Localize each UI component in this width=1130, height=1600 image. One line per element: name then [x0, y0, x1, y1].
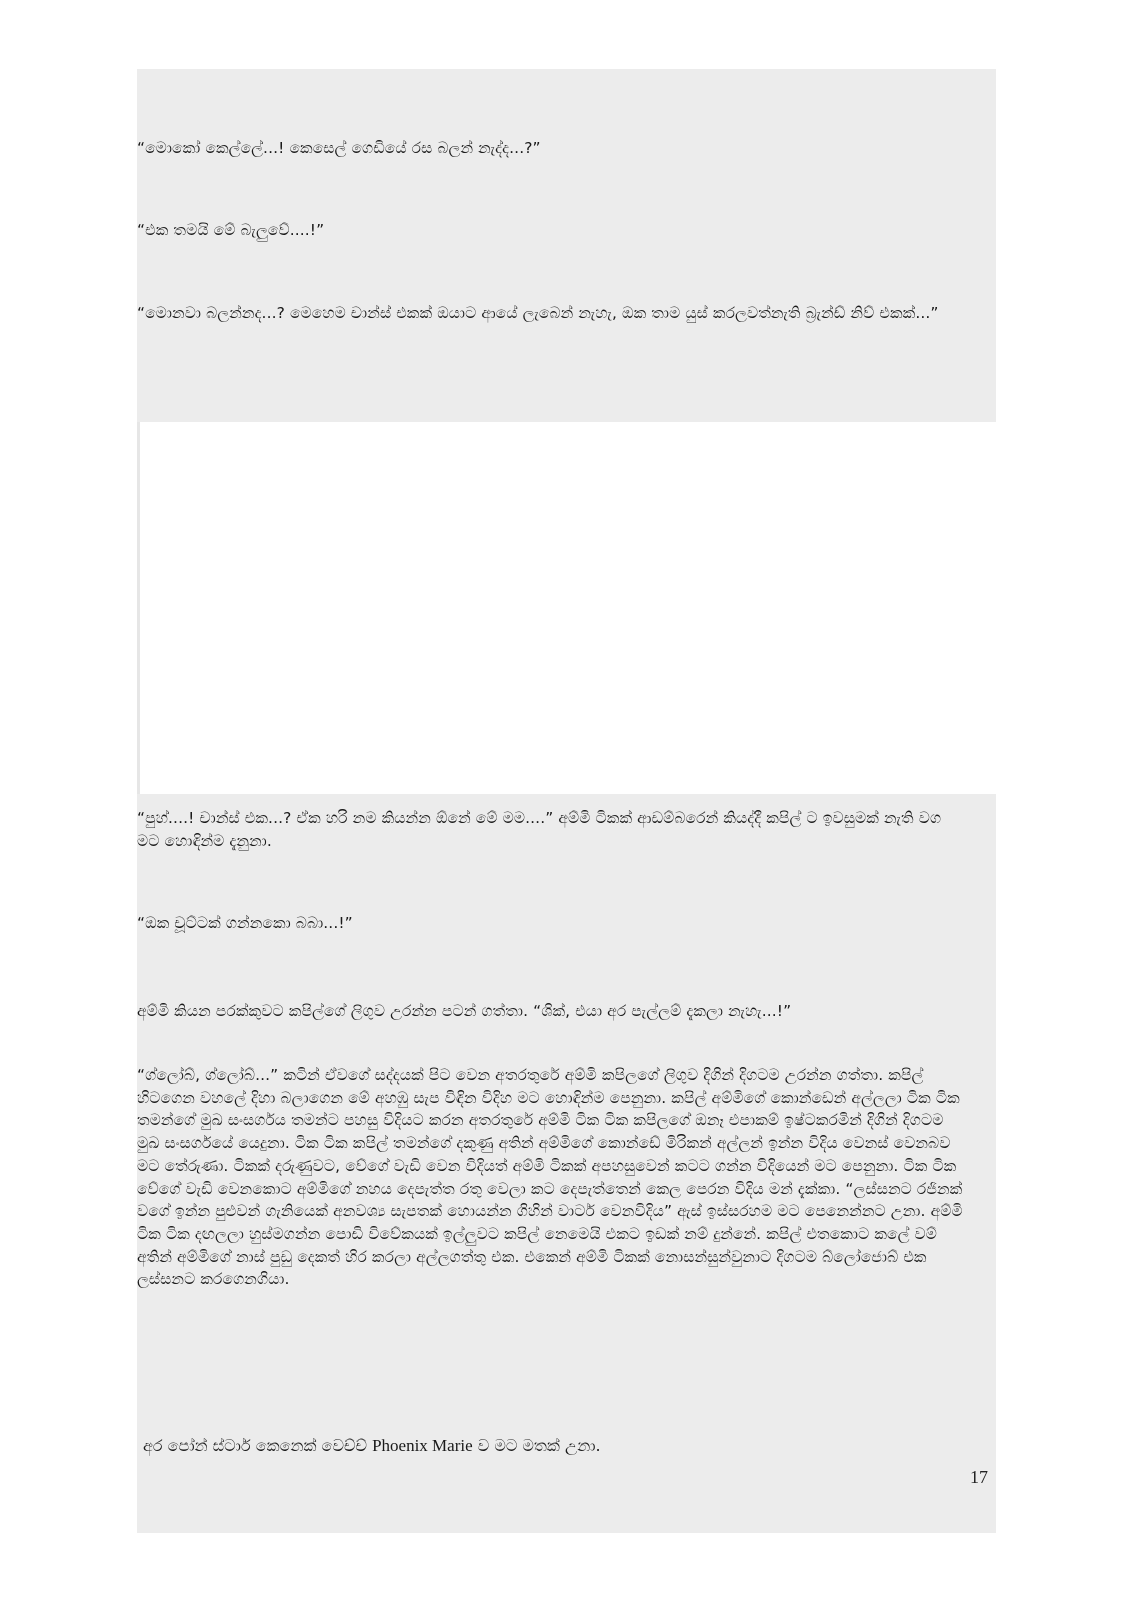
- closing-line-name: Phoenix Marie: [372, 1436, 473, 1455]
- dialogue-paragraph-2: “එක තමයි මේ බැලුවේ....!”: [137, 221, 325, 239]
- closing-line-prefix: අර පෝන් ස්ටාර් කෙනෙක් වෙච්ච්: [143, 1436, 367, 1455]
- narrative-paragraph-2: “ග්ලෝබ්, ග්ලෝබ්...” කටින් ඒවගේ සද්දයක් පිට වෙන අතරතුරේ අම්මි කපිලගේ ලිගුව දිගින් දිගටම උරන්න ගත්තා. කපිල් හිටගෙන වහලේ දිහා බලාගෙන මේ අහඹු සැප විඳින විදිහ මට හොඳින්ම පෙනුනා. කපිල් අම්මිගේ කොන්ඩෙන් අල්ලලා ටික ටික තමන්ගේ මුඛ සංසර්ගය තමන්ට පහසු විදියට කරන අතරතුරේ අම්මි ටික ටික කපිලගේ ඔනෑ එපාකම් ඉෂ්ටකරමින් දිගින් දිගටම මුඛ සංසර්ගයේ යෙදුනා. ටික ටික කපිල් තමන්ගේ දකුණු අතින් අම්මිගේ කොන්ඩේ මිරිකන් අල්ලන් ඉන්න විදිය වෙනස් වෙනබව මට තේරුණා. ටිකක් දරුණුවට, වේගේ වැඩි වෙන විදියත් අම්මි ටිකක් අපහසුවෙන් කටට ගන්න විදියෙන් මට පෙනුනා. ටික ටික වේගේ වැඩි වෙනකොට අම්මිගේ නහය දෙපැත්ත රතු වෙලා කට දෙපැත්තෙන් කෙල පෙරන විදිය මන් දැක්කා. “ලස්සනට රජිනක් වගේ ඉන්න පුළුවන් ගැනියෙක් අනවශ්‍ය සැපතක් හොයන්න ගිහින් වාටර් වෙනවිදිය” ඇස් ඉස්සරහම මට පෙනෙන්නට උනා. අම්මි ටික ටික දඟලලා හුස්මගන්න පොඩි විවේකයක් ඉල්ලුවට කපිල් නෙමෙයි එකට ඉඩක් නම් දුන්නේ. කපිල් එතකොට කලේ වම් අතින් අම්මිගේ නාස් පුඩු දෙකත් හිර කරලා අල්ලගත්තු එක. එකෙන් අම්මි ටිකක් නොසන්සුන්වුනාට දිගටම බ්ලෝජොබ් එක ලස්සනට කරගෙනගියා.: [137, 1066, 963, 1289]
- closing-line: [143, 1435, 601, 1457]
- page-number: 17: [970, 1467, 988, 1487]
- dialogue-paragraph-1: “මොකෝ කෙල්ලේ...! කෙසෙල් ගෙඩියේ රස බලන් නැද්ද...?”: [137, 139, 541, 157]
- dialogue-paragraph-3: “මොනවා බලන්නද...? මෙහෙම චාන්ස් එකක් ඔයාට ආයේ ලැබෙන් නැහැ, ඔක තාම යුස් කරලවත්නැති බ්‍රැන්ඩ් නිව් එකක්...”: [137, 304, 939, 322]
- dialogue-paragraph-4: “පුහ්....! චාන්ස් එක...? ඒක හරි නම කියන්න ඕනේ මේ මම....” අම්මි ටිකක් ආඩම්බරෙන් කියද්දී කපිල් ට ඉවසුමක් නැති වග මට හොඳින්ම දැනුනා.: [137, 809, 942, 850]
- closing-line-suffix: ව මට මතක් උනා.: [477, 1436, 601, 1455]
- dialogue-paragraph-5: “ඔක චූට්ටක් ගන්නකො බබා...!”: [137, 914, 353, 932]
- blank-image-area: [137, 422, 996, 794]
- narrative-paragraph-1: අම්මි කියන පරක්කුවට කපිල්ගේ ලිගුව උරන්න පටන් ගත්තා. “ශික්, එයා අර පැල්ලම් දැකලා නැහැ...!”: [137, 1002, 792, 1020]
- top-text-panel: [137, 69, 996, 422]
